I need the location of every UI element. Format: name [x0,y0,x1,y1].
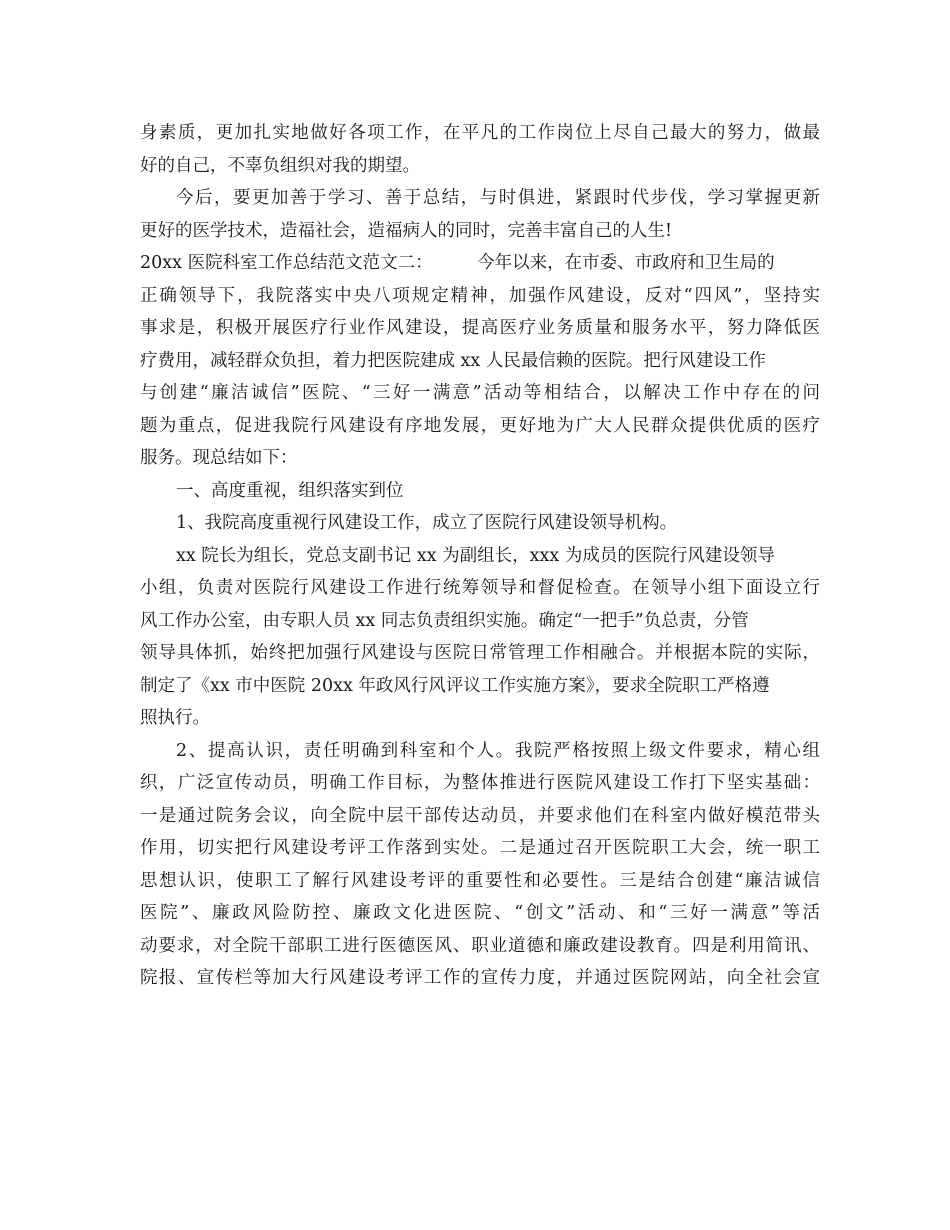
text-line: 一、高度重视，组织落实到位 [176,480,404,501]
text-line: 制定了《xx 市中医院 20xx 年政风行风评议工作实施方案》，要求全院职工严格遵 [140,675,770,696]
text-line: 1、我院高度重视行风建设工作，成立了医院行风建设领导机构。 [176,513,678,533]
text-line: 医院”、廉政风险防控、廉政文化进医院、“创文”活动、和“三好一满意”等活 [140,903,820,923]
text-line: 2、提高认识，责任明确到科室和个人。我院严格按照上级文件要求，精心组 [176,740,820,761]
text-line: 一是通过院务会议，向全院中层干部传达动员，并要求他们在科室内做好模范带头 [140,805,820,826]
text-line: 风工作办公室，由专职人员 xx 同志负责组织实施。确定“一把手”负总责，分管 [140,610,749,631]
text-line: 照执行。 [140,708,210,728]
text-line: xx 院长为组长，党总支副书记 xx 为副组长，xxx 为成员的医院行风建设领导 [176,545,775,566]
text-line: 领导具体抓，始终把加强行风建设与医院日常管理工作相融合。并根据本院的实际， [140,643,820,663]
text-line: 事求是，积极开展医疗行业作风建设，提高医疗业务质量和服务水平，努力降低医 [140,318,820,338]
text-line: 小组，负责对医院行风建设工作进行统筹领导和督促检查。在领导小组下面设立行 [140,578,820,598]
text-line: 疗费用，减轻群众负担，着力把医院建成 xx 人民最信赖的医院。把行风建设工作 [140,350,766,371]
text-line: 院报、宣传栏等加大行风建设考评工作的宣传力度，并通过医院网站，向全社会宣 [140,968,820,988]
document-body [140,117,820,995]
text-line: 作用，切实把行风建设考评工作落到实处。二是通过召开医院职工大会，统一职工 [140,838,820,858]
text-line: 思想认识，使职工了解行风建设考评的重要性和必要性。三是结合创建“廉洁诚信 [140,870,820,891]
text-line: 与创建“廉洁诚信”医院、“三好一满意”活动等相结合，以解决工作中存在的问 [140,383,820,403]
text-line: 织，广泛宣传动员，明确工作目标，为整体推进行医院风建设工作打下坚实基础： [140,773,820,793]
text-line: 动要求，对全院干部职工进行医德医风、职业道德和廉政建设教育。四是利用简讯、 [140,935,820,956]
text-line: 正确领导下，我院落实中央八项规定精神，加强作风建设，反对“四风”，坚持实 [140,285,820,306]
text-line: 20xx 医院科室工作总结范文范文二： 今年以来，在市委、市政府和卫生局的 [140,253,775,273]
text-line: 今后，要更加善于学习、善于总结，与时俱进，紧跟时代步伐，学习掌握更新 [176,188,820,208]
text-line: 题为重点，促进我院行风建设有序地发展，更好地为广大人民群众提供优质的医疗 [140,415,820,436]
text-line: 服务。现总结如下： [140,448,298,468]
text-line: 更好的医学技术，造福社会，造福病人的同时，完善丰富自己的人生! [140,220,673,241]
text-line: 身素质，更加扎实地做好各项工作，在平凡的工作岗位上尽自己最大的努力，做最 [140,123,820,143]
text-line: 好的自己，不辜负组织对我的期望。 [140,155,420,176]
